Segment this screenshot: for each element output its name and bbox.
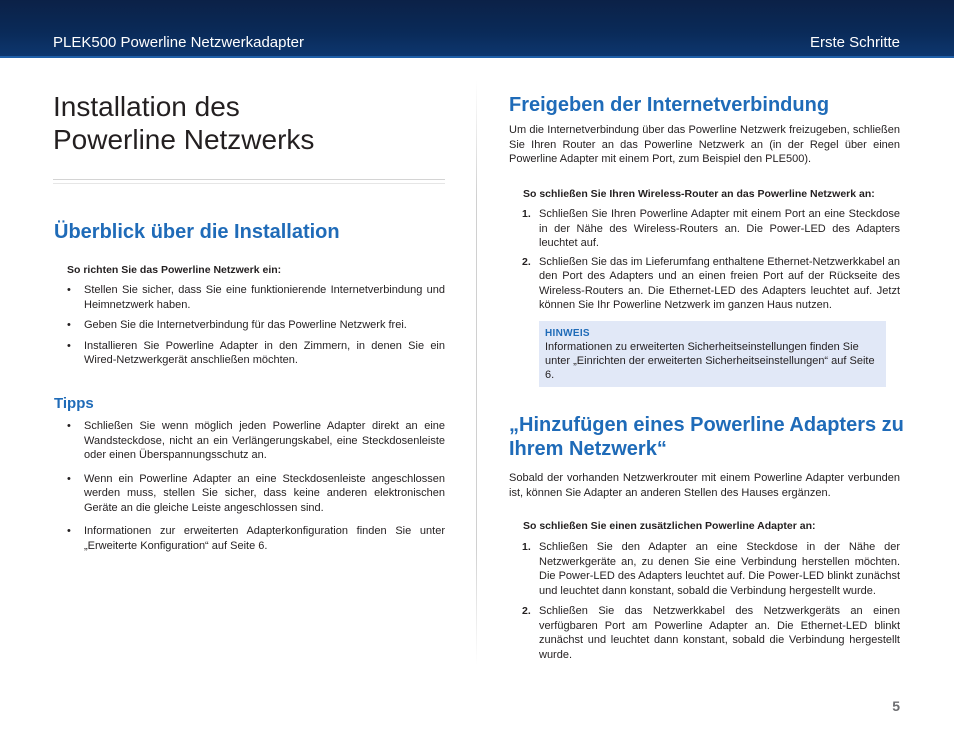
column-divider xyxy=(476,80,477,665)
list-item: • Geben Sie die Internetverbindung für das Powerline Netzwerk frei. xyxy=(67,319,407,331)
share-steps xyxy=(509,207,900,317)
page-title-line2: Powerline Netzwerks xyxy=(53,124,315,155)
bullet-icon: • xyxy=(67,284,71,296)
add-adapter-heading-line1: „Hinzufügen eines Powerline Adapters zu xyxy=(509,414,904,436)
step-number: 2. xyxy=(522,255,531,268)
bullet-icon: • xyxy=(67,420,71,432)
add-adapter-heading-line2: Ihrem Netzwerk“ xyxy=(509,438,667,460)
note-body: Informationen zu erweiterten Sicherheitseinstellungen finden Sie unter „Einrichten der erweiterten Sicherheitseinstellungen“ auf Seite 6. xyxy=(545,341,875,381)
bullet-icon: • xyxy=(67,525,71,537)
overview-lead: So richten Sie das Powerline Netzwerk ein: xyxy=(67,264,282,276)
step-number: 2. xyxy=(522,605,531,617)
header-product-title: PLEK500 Powerline Netzwerkadapter xyxy=(53,34,304,51)
add-adapter-heading xyxy=(509,413,909,461)
page-title xyxy=(53,90,453,156)
share-lead: So schließen Sie Ihren Wireless-Router an das Powerline Netzwerk an: xyxy=(523,188,875,200)
step-item: 2. Schließen Sie das im Lieferumfang enthaltene Ethernet-Netzwerkkabel an den Port des Adapters und an einen freien Port auf der Rückseite des Wireless-Routers an. Die Ethernet-LED des Adapters leuchtet auf. Jetzt können Sie Ihr Powerline Netzwerk im ganzen Haus nutzen. xyxy=(522,255,900,311)
page-title-line1: Installation des xyxy=(53,91,240,122)
header-section-title: Erste Schritte xyxy=(809,34,900,51)
share-heading: Freigeben der Internetverbindung xyxy=(509,94,830,116)
add-adapter-intro: Sobald der vorhanden Netzwerkrouter mit einem Powerline Adapter verbunden ist, können Sie Adapter an anderen Stellen des Hauses ergänzen. xyxy=(509,472,900,499)
add-adapter-steps xyxy=(509,540,900,666)
list-item: • Schließen Sie wenn möglich jeden Powerline Adapter direkt an eine Wandsteckdose, nicht an ein Verlängerungskabel, eine Steckdosenleiste oder einen Überspannungsschutz an. xyxy=(67,420,445,461)
list-item: • Installieren Sie Powerline Adapter in den Zimmern, in denen Sie ein Wired-Netzwerkgerät anschließen möchten. xyxy=(67,339,445,366)
add-adapter-lead: So schließen Sie einen zusätzlichen Powerline Adapter an: xyxy=(523,520,816,532)
list-item: • Wenn ein Powerline Adapter an eine Steckdosenleiste angeschlossen werden muss, stellen Sie sicher, dass keine anderen elektronischen Geräte an die gleiche Leiste angeschlossen sind. xyxy=(67,472,445,514)
share-intro: Um die Internetverbindung über das Powerline Netzwerk freizugeben, schließen Sie Ihren Router an das Powerline Netzwerk an (in der Regel über einen Powerline Adapter mit einem Port, zum Beispiel den PLE500). xyxy=(509,124,900,165)
page-number: 5 xyxy=(892,698,900,714)
list-item: • Stellen Sie sicher, dass Sie eine funktionierende Internetverbindung und Heimnetzwerk haben. xyxy=(67,284,445,311)
title-rule xyxy=(53,179,445,184)
overview-list xyxy=(54,283,445,374)
note-box xyxy=(539,321,886,387)
step-number: 1. xyxy=(522,208,531,220)
step-item: 1. Schließen Sie Ihren Powerline Adapter mit einem Port an eine Steckdose in der Nähe des Wireless-Routers an. Die Power-LED des Adapters leuchtet auf. xyxy=(522,208,900,249)
list-item: • Informationen zur erweiterten Adapterkonfiguration finden Sie unter „Erweiterte Konfiguration“ auf Seite 6. xyxy=(67,525,445,552)
header-bar xyxy=(0,0,954,58)
bullet-icon: • xyxy=(67,319,71,331)
step-number: 1. xyxy=(522,541,531,553)
header-accent-stripe xyxy=(0,56,954,58)
tips-list xyxy=(54,419,445,559)
note-title: HINWEIS xyxy=(545,328,590,339)
step-item: 2. Schließen Sie das Netzwerkkabel des Netzwerkgeräts an einen verfügbaren Port am Powerline Adapter an. Die Ethernet-LED blinkt zunächst und leuchtet dann konstant, sobald die Verbindung hergestellt wurde. xyxy=(522,605,900,661)
step-item: 1. Schließen Sie den Adapter an eine Steckdose in der Nähe der Netzwerkgeräte an, zu denen Sie eine Verbindung herstellen möchten. Die Power-LED des Adapters leuchtet auf. Die Power-LED blinkt zunächst und leuchtet dann konstant, sobald die Verbindung hergestellt wurde. xyxy=(522,541,900,597)
bullet-icon: • xyxy=(67,472,71,485)
overview-heading: Überblick über die Installation xyxy=(54,221,340,243)
tips-heading: Tipps xyxy=(54,395,94,412)
bullet-icon: • xyxy=(67,339,71,352)
